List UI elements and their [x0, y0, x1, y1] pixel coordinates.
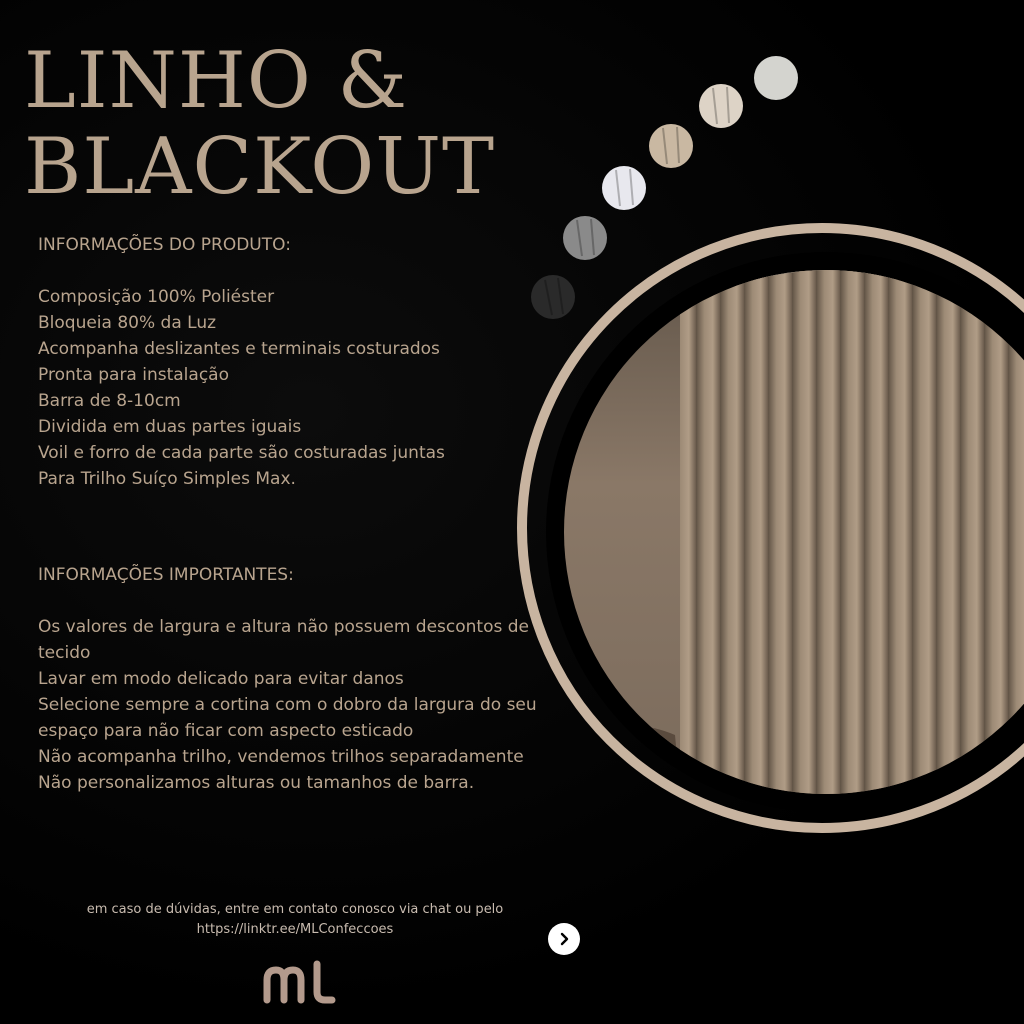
contact-line-1: em caso de dúvidas, entre em contato conosco via chat ou pelo: [86, 902, 504, 917]
list-item: Lavar em modo delicado para evitar danos: [38, 669, 404, 689]
swatch-bege[interactable]: [649, 124, 693, 168]
contact-link[interactable]: https://linktr.ee/MLConfeccoes: [196, 922, 394, 937]
list-item: Voil e forro de cada parte são costuradas juntas: [38, 443, 445, 463]
brand-logo: [262, 960, 338, 1004]
list-item: Composição 100% Poliéster: [38, 287, 275, 307]
page-title: [24, 38, 495, 210]
swatch-branco[interactable]: [602, 166, 646, 210]
product-info-heading: INFORMAÇÕES DO PRODUTO:: [38, 235, 291, 255]
product-info-list: [38, 284, 558, 492]
swatch-cinza[interactable]: [563, 216, 607, 260]
swatch-gelo[interactable]: [754, 56, 798, 100]
title-line-1: LINHO &: [24, 36, 409, 126]
swatch-areia[interactable]: [699, 84, 743, 128]
title-line-2: BLACKOUT: [24, 122, 496, 212]
next-button[interactable]: [548, 923, 580, 955]
chevron-right-icon: [557, 932, 571, 946]
list-item: Dividida em duas partes iguais: [38, 417, 302, 437]
list-item: Acompanha deslizantes e terminais costurados: [38, 339, 440, 359]
important-info-list: [38, 614, 558, 796]
list-item: Barra de 8-10cm: [38, 391, 181, 411]
list-item: Não acompanha trilho, vendemos trilhos separadamente: [38, 747, 524, 767]
list-item: Não personalizamos alturas ou tamanhos de barra.: [38, 773, 475, 793]
contact-note: [60, 900, 530, 940]
list-item: Pronta para instalação: [38, 365, 229, 385]
list-item: Selecione sempre a cortina com o dobro da largura do seu espaço para não ficar com aspecto esticado: [38, 695, 537, 741]
list-item: Os valores de largura e altura não possuem descontos de tecido: [38, 617, 529, 663]
list-item: Para Trilho Suíço Simples Max.: [38, 469, 296, 489]
list-item: Bloqueia 80% da Luz: [38, 313, 217, 333]
important-info-heading: INFORMAÇÕES IMPORTANTES:: [38, 565, 294, 585]
